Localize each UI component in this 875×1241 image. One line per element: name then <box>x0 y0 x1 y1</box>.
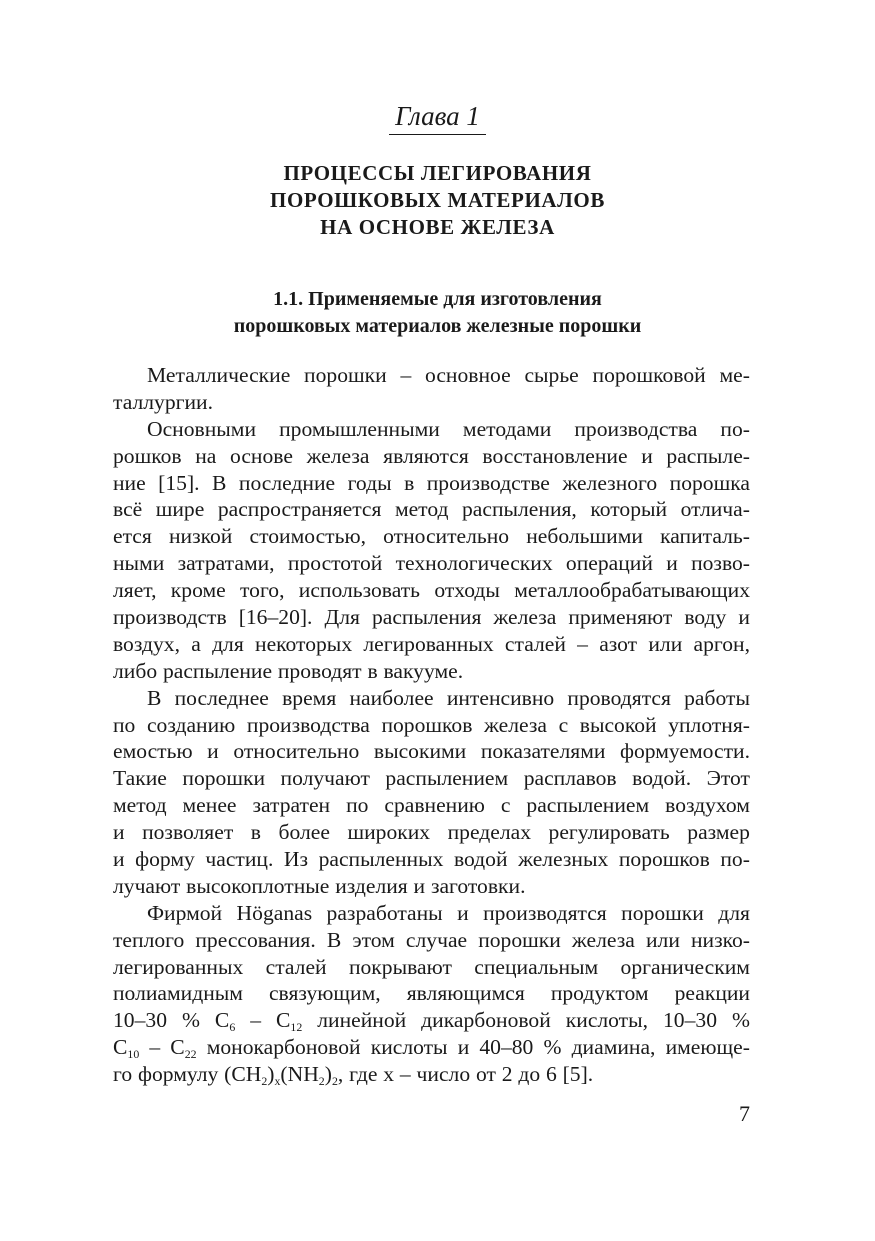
text-line <box>113 954 750 981</box>
word: – <box>149 1035 161 1060</box>
word: заготовки. <box>430 873 526 898</box>
word: 40–80 <box>479 1035 534 1060</box>
word: В <box>147 685 162 710</box>
word: – <box>400 363 412 387</box>
word: применяют <box>568 605 673 630</box>
text-line <box>113 819 750 846</box>
text-line <box>113 577 750 604</box>
word: воздух, <box>113 631 180 656</box>
word: показателями <box>480 739 606 764</box>
text-line <box>113 470 750 497</box>
word: реакции <box>674 981 750 1006</box>
word: и <box>113 847 125 872</box>
word: % <box>731 1008 750 1033</box>
word: частиц. <box>205 847 274 872</box>
word: для <box>212 631 244 656</box>
text-line <box>113 658 750 685</box>
text-line <box>113 712 750 739</box>
word: работы <box>684 685 750 710</box>
word: операций <box>565 551 653 576</box>
word: последнее <box>174 685 269 710</box>
word: по- <box>720 847 750 872</box>
word: и <box>457 1035 470 1060</box>
word: распыление <box>162 658 273 683</box>
word: железных <box>518 847 609 872</box>
text-line <box>113 900 750 927</box>
word: промышленными <box>279 416 440 441</box>
word: лучают <box>113 873 181 898</box>
chapter-title-line: ПРОЦЕССЫ ЛЕГИРОВАНИЯ <box>283 161 592 185</box>
word: В <box>326 927 342 952</box>
word: некоторых <box>255 631 353 656</box>
word: являющимся <box>406 981 525 1006</box>
text-line <box>113 604 750 631</box>
text-line <box>113 685 750 712</box>
word: и <box>666 551 678 576</box>
word: время <box>282 685 337 710</box>
word: 6 <box>545 1062 557 1087</box>
word: дикарбоновой <box>421 1008 551 1033</box>
word: порошка <box>669 470 750 495</box>
word: распространяется <box>217 497 382 522</box>
text-line <box>113 362 750 389</box>
word: или <box>645 927 680 952</box>
word: воздухом <box>665 793 750 818</box>
word: по- <box>720 416 750 441</box>
word: число <box>416 1062 471 1087</box>
word: широких <box>347 820 431 845</box>
body-text <box>113 362 750 1088</box>
word: изделия <box>335 873 408 898</box>
word: сравнению <box>384 793 485 818</box>
word: отходы <box>434 578 500 603</box>
word: производств <box>113 605 227 630</box>
text-line <box>113 1034 750 1061</box>
word: наиболее <box>349 685 434 710</box>
word: и <box>113 820 125 845</box>
word: диамина, <box>571 1035 656 1060</box>
word: воду <box>684 605 727 630</box>
word: водой. <box>632 766 692 791</box>
word: формулу <box>137 1062 219 1087</box>
word: размер <box>687 820 750 845</box>
word: технологических <box>395 551 553 576</box>
word: позволяет <box>142 820 234 845</box>
word: сырье <box>524 363 579 387</box>
word: монокарбоновой <box>206 1035 361 1060</box>
word: Такие <box>113 766 167 791</box>
section-title-line: 1.1. Применяемые для изготовления <box>273 288 602 310</box>
word: и <box>413 873 426 898</box>
word: $C_6$ <box>214 1008 236 1035</box>
word: шире <box>155 497 205 522</box>
word: % <box>543 1035 562 1060</box>
word: простотой <box>287 551 383 576</box>
chapter-title-line: ПОРОШКОВЫХ МАТЕРИАЛОВ <box>270 188 605 212</box>
text-line <box>113 550 750 577</box>
word: на <box>195 443 217 468</box>
word: ляет, <box>113 578 157 603</box>
word: железа <box>484 712 547 737</box>
word: где <box>349 1062 378 1087</box>
chapter-label-text: Глава 1 <box>389 100 486 135</box>
word: железа <box>306 443 370 468</box>
word: $(CH_2)_x(NH_2)_2$, <box>224 1062 344 1089</box>
word: Из <box>283 847 309 872</box>
word: распыленных <box>318 847 444 872</box>
text-line <box>113 765 750 792</box>
word: x <box>383 1062 395 1087</box>
text-line <box>113 443 750 470</box>
word: в <box>404 470 415 495</box>
word: легированных <box>113 954 244 979</box>
word: производства <box>574 416 698 441</box>
word: порошки <box>621 900 704 925</box>
word: формуемости. <box>620 739 750 764</box>
word: Höganas <box>236 900 313 925</box>
word: [5]. <box>562 1062 594 1087</box>
word: аргон, <box>693 631 750 656</box>
word: стоимостью, <box>249 524 366 549</box>
word: теплого <box>113 927 185 952</box>
word: сталей <box>265 954 327 979</box>
chapter-title-line: НА ОСНОВЕ ЖЕЛЕЗА <box>320 215 555 239</box>
word: и <box>207 739 219 764</box>
word: водой <box>453 847 508 872</box>
word: регулировать <box>548 820 670 845</box>
word: емостью <box>113 739 193 764</box>
word: уплотня- <box>668 712 750 737</box>
word: порошков <box>381 712 473 737</box>
word: – <box>399 1062 411 1087</box>
word: Основными <box>147 416 257 441</box>
word: железа <box>493 605 557 630</box>
word: того, <box>240 578 285 603</box>
word: распыле- <box>666 443 750 468</box>
word: – <box>577 631 588 656</box>
word: низкой <box>168 524 233 549</box>
word: $C_{22}$ <box>170 1035 197 1062</box>
word: железного <box>562 470 658 495</box>
word: ние <box>113 470 146 495</box>
word: Фирмой <box>147 900 223 925</box>
word: использовать <box>298 578 421 603</box>
word: проводятся <box>567 685 671 710</box>
word: затратен <box>252 793 331 818</box>
word: – <box>250 1008 262 1033</box>
word: по <box>113 712 136 737</box>
word: производстве <box>426 470 550 495</box>
word: и <box>457 900 469 925</box>
word: по <box>346 793 369 818</box>
text-line <box>113 496 750 523</box>
word: отлича- <box>680 497 750 522</box>
word: более <box>278 820 330 845</box>
text-line <box>113 523 750 550</box>
word: распыления <box>371 605 482 630</box>
word: Металлические <box>147 363 291 387</box>
word: затратами, <box>177 551 275 576</box>
word: низко- <box>690 927 750 952</box>
word: пределах <box>447 820 531 845</box>
word: и <box>738 605 750 630</box>
word: высокоплотные <box>186 873 330 898</box>
word: таллургии. <box>113 389 213 414</box>
word: менее <box>182 793 237 818</box>
word: получают <box>280 766 370 791</box>
word: прессования. <box>195 927 316 952</box>
word: который <box>590 497 668 522</box>
word: либо <box>113 658 158 683</box>
word: продуктом <box>550 981 649 1006</box>
word: 10–30 <box>663 1008 717 1033</box>
word: го <box>113 1062 133 1087</box>
word: относительно <box>383 524 510 549</box>
word: линейной <box>317 1008 407 1033</box>
word: железа <box>571 927 635 952</box>
text-line <box>113 927 750 954</box>
word: распыления, <box>462 497 577 522</box>
word: имеюще- <box>665 1035 750 1060</box>
word: Для <box>324 605 360 630</box>
word: связующим, <box>268 981 381 1006</box>
word: ется <box>113 524 152 549</box>
section-title <box>0 286 875 340</box>
word: 2 <box>501 1062 513 1087</box>
page-number: 7 <box>739 1101 750 1126</box>
word: специальным <box>474 954 599 979</box>
word: позво- <box>691 551 750 576</box>
word: органическим <box>620 954 750 979</box>
text-line <box>113 389 750 416</box>
word: для <box>718 900 750 925</box>
word: распылением <box>526 793 650 818</box>
word: Этот <box>706 766 750 791</box>
word: форму <box>135 847 195 872</box>
word: до <box>518 1062 541 1087</box>
word: восстановление <box>482 443 628 468</box>
word: легированных <box>363 631 494 656</box>
word: 10–30 <box>113 1008 167 1033</box>
word: а <box>191 631 201 656</box>
word: высокой <box>579 712 657 737</box>
word: интенсивно <box>446 685 555 710</box>
word: кислоты, <box>565 1008 649 1033</box>
word: капиталь- <box>660 524 750 549</box>
word: азот <box>599 631 638 656</box>
word: [15]. <box>158 470 200 495</box>
word: порошки <box>478 927 561 952</box>
text-line <box>113 738 750 765</box>
word: или <box>648 631 683 656</box>
word: в <box>367 658 378 683</box>
text-line <box>113 873 750 900</box>
word: небольшими <box>526 524 643 549</box>
word: с <box>500 793 511 818</box>
word: этом <box>352 927 395 952</box>
word: созданию <box>146 712 236 737</box>
word: в <box>250 820 261 845</box>
word: порошковой <box>592 363 706 387</box>
text-line <box>113 631 750 658</box>
word: основе <box>230 443 293 468</box>
word: и <box>641 443 653 468</box>
word: метод <box>394 497 449 522</box>
text-line <box>113 1007 750 1034</box>
word: с <box>558 712 569 737</box>
word: методами <box>462 416 552 441</box>
word: ме- <box>719 363 750 387</box>
word: $C_{12}$ <box>276 1008 303 1035</box>
text-line <box>113 792 750 819</box>
word: полиамидным <box>113 981 243 1006</box>
word: металлообрабатывающих <box>514 578 750 603</box>
word: основное <box>425 363 511 387</box>
word: кислоты <box>370 1035 448 1060</box>
word: от <box>475 1062 496 1087</box>
word: проводят <box>277 658 362 683</box>
chapter-title <box>0 160 875 241</box>
text-line <box>113 846 750 873</box>
word: метод <box>113 793 167 818</box>
word: распылением <box>385 766 509 791</box>
word: производства <box>246 712 370 737</box>
word: случае <box>405 927 468 952</box>
word: [16–20]. <box>238 605 313 630</box>
word: высокими <box>373 739 467 764</box>
word: всё <box>113 497 143 522</box>
chapter-label <box>0 100 875 135</box>
word: ными <box>113 551 165 576</box>
word: разработаны <box>326 900 443 925</box>
word: порошков <box>618 847 710 872</box>
text-line <box>113 416 750 443</box>
text-line <box>113 980 750 1007</box>
word: порошки <box>182 766 266 791</box>
word: производятся <box>483 900 607 925</box>
word: В <box>212 470 227 495</box>
word: кроме <box>170 578 226 603</box>
word: % <box>181 1008 200 1033</box>
word: являются <box>383 443 469 468</box>
text-line <box>113 1061 750 1088</box>
word: расплавов <box>523 766 617 791</box>
word: сталей <box>504 631 566 656</box>
word: рошков <box>113 443 182 468</box>
word: $C_{10}$ <box>113 1035 140 1062</box>
word: вакууме. <box>383 658 464 683</box>
word: относительно <box>233 739 360 764</box>
word: покрывают <box>348 954 452 979</box>
section-title-line: порошковых материалов железные порошки <box>233 315 642 337</box>
word: порошки <box>304 363 387 387</box>
word: годы <box>347 470 392 495</box>
word: последние <box>238 470 336 495</box>
